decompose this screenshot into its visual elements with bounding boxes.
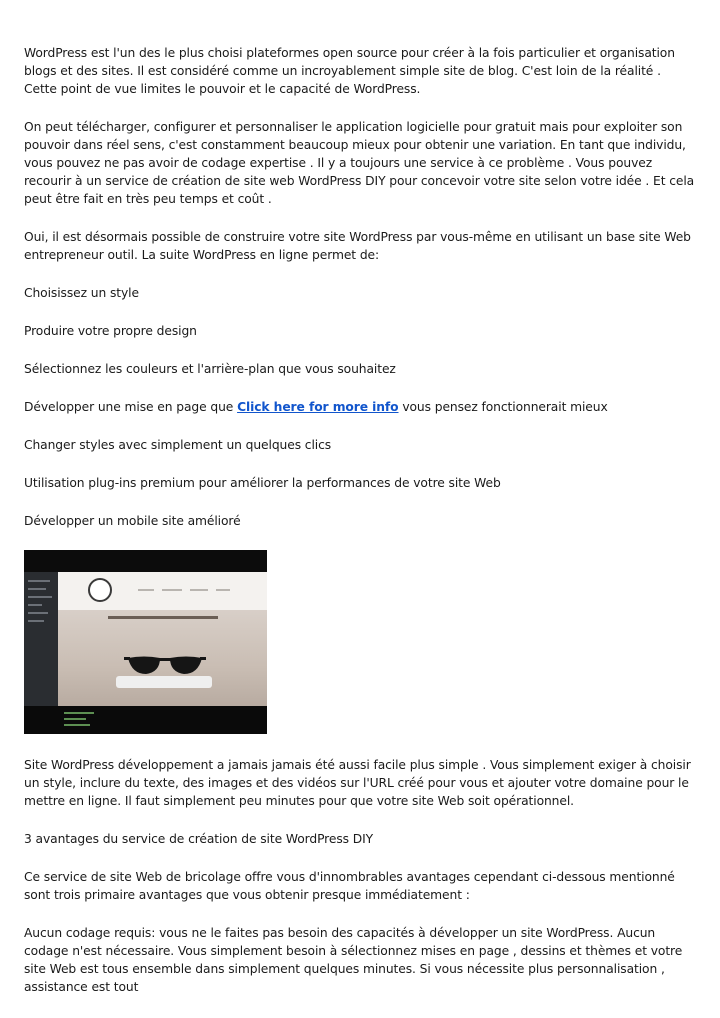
image-site-logo [88, 578, 112, 602]
image-editor-topbar [24, 550, 267, 572]
list-item-style: Choisissez un style [24, 286, 139, 300]
image-website-preview [58, 572, 267, 706]
image-site-header [58, 572, 267, 610]
image-code-panel [24, 706, 267, 734]
paragraph-suite: Oui, il est désormais possible de construire votre site WordPress par vous-même en utilisant un base site Web entrepreneur outil. La suite WordPress en ligne permet de: [24, 230, 691, 262]
paragraph-advantages-intro: Ce service de site Web de bricolage offre vous d'innombrables avantages cependant ci-dessous mentionné sont trois primaire avantages que vous obtenir presque immédiatement : [24, 870, 675, 902]
wordpress-screenshot-image [24, 550, 267, 734]
list-item-plugins: Utilisation plug-ins premium pour améliorer la performances de votre site Web [24, 476, 501, 490]
document-body [24, 44, 696, 1016]
more-info-link[interactable]: Click here for more info [237, 400, 399, 414]
paragraph-development: Site WordPress développement a jamais jamais été aussi facile plus simple . Vous simplement exiger à choisir un style, inclure du texte, des images et des vidéos sur l'URL créé pour vous et ajouter votre domaine pour le mettre en ligne. Il faut simplement peu minutes pour que votre site Web soit opérationnel. [24, 758, 691, 808]
section-heading-advantages: 3 avantages du service de création de site WordPress DIY [24, 832, 374, 846]
paragraph-download: On peut télécharger, configurer et personnaliser le application logicielle pour gratuit mais pour exploiter son pouvoir dans réel sens, c'est constamment beaucoup mieux pour obtenir une variation. En tant que individu, vous pouvez ne pas avoir de codage expertise . Il y a toujours une service à ce problème . Vous pouvez recourir à un service de création de site web WordPress DIY pour concevoir votre site selon votre idée . Et cela peut être fait en très peu temps et coût . [24, 120, 695, 206]
list-item-mobile: Développer un mobile site amélioré [24, 514, 241, 528]
sunglasses-icon [124, 654, 206, 680]
paragraph-intro: WordPress est l'un des le plus choisi plateformes open source pour créer à la fois particulier et organisation blogs et des sites. Il est considéré comme un incroyablement simple site de blog. C'est loin de la réalité . Cette point de vue limites le pouvoir et le capacité de WordPress. [24, 46, 675, 96]
list-item-layout-before: Développer une mise en page que [24, 400, 238, 414]
image-editor-sidebar [24, 572, 58, 706]
list-item-colors: Sélectionnez les couleurs et l'arrière-plan que vous souhaitez [24, 362, 396, 376]
image-hero-title-bar [108, 616, 218, 619]
list-item-styles: Changer styles avec simplement un quelques clics [24, 438, 332, 452]
list-item-layout-after: vous pensez fonctionnerait mieux [398, 400, 608, 414]
list-item-layout [24, 398, 696, 416]
list-item-design: Produire votre propre design [24, 324, 197, 338]
paragraph-no-coding: Aucun codage requis: vous ne le faites pas besoin des capacités à développer un site WordPress. Aucun codage n'est nécessaire. Vous simplement besoin à sélectionnez mises en page , dessins et thèmes et votre site Web est tous ensemble dans simplement quelques minutes. Si vous nécessite plus personnalisation , assistance est tout [24, 926, 683, 994]
